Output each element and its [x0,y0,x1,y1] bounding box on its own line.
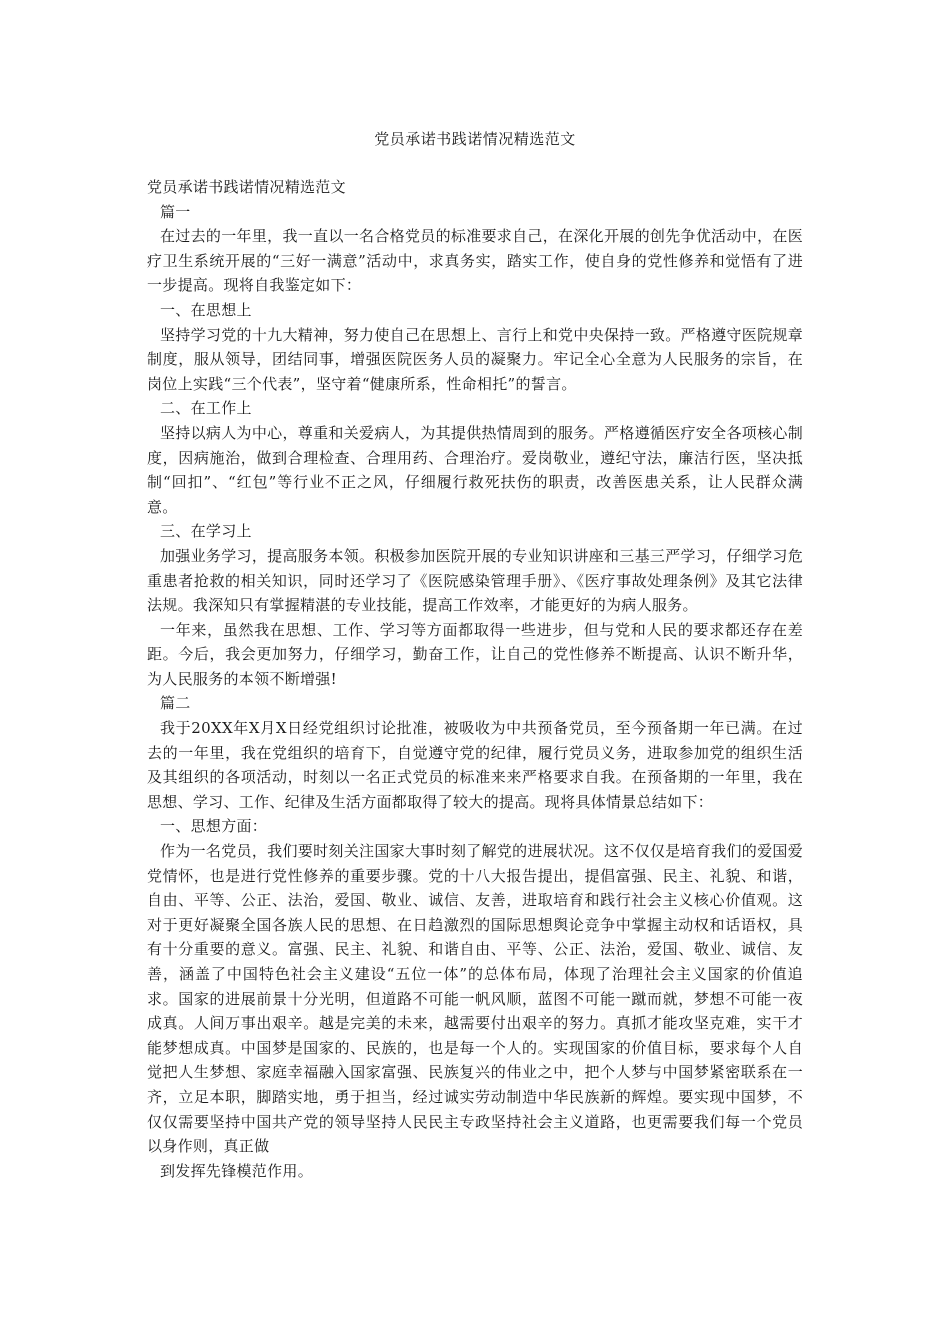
part-label: 篇一 [160,202,191,221]
paragraph: 坚持以病人为中心，尊重和关爱病人，为其提供热情周到的服务。严格遵循医疗安全各项核心制度，因病施治，做到合理检查、合理用药、合理治疗。爱岗敬业，遵纪守法，廉洁行医，坚决抵制“回扣”、“红包”等行业不正之风，仔细履行救死扶伤的职责，改善医患关系，让人民群众满意。 [147,423,803,516]
paragraph: 坚持学习党的十九大精神，努力使自己在思想上、言行上和党中央保持一致。严格遵守医院规章制度，服从领导，团结同事，增强医院医务人员的凝聚力。牢记全心全意为人民服务的宗旨，在岗位上实践“三个代表”，坚守着“健康所系，性命相托”的誓言。 [147,325,803,393]
paragraph: 在过去的一年里，我一直以一名合格党员的标准要求自己，在深化开展的创先争优活动中，在医疗卫生系统开展的“三好一满意”活动中，求真务实，踏实工作，使自身的党性修养和觉悟有了进一步提高。现将自我鉴定如下： [147,227,803,295]
paragraph: 加强业务学习，提高服务本领。积极参加医院开展的专业知识讲座和三基三严学习，仔细学习危重患者抢救的相关知识，同时还学习了《医院感染管理手册》、《医疗事故处理条例》及其它法律法规。我深知只有掌握精湛的专业技能，提高工作效率，才能更好的为病人服务。 [147,546,803,615]
body-heading: 党员承诺书践诺情况精选范文 [147,178,346,196]
paragraph: 我于20XX年X月X日经党组织讨论批准，被吸收为中共预备党员，至今预备期一年已满。在过去的一年里，我在党组织的培育下，自觉遵守党的纪律，履行党员义务，进取参加党的组织生活及其组织的各项活动，时刻以一名正式党员的标准来来严格要求自我。在预备期的一年里，我在思想、学习、工作、纪律及生活方面都取得了较大的提高。现将具体情景总结如下： [147,719,803,811]
document-body [147,175,803,1183]
part-label: 篇二 [160,694,191,713]
section-title: 一、思想方面： [160,817,268,836]
paragraph: 到发挥先锋模范作用。 [160,1161,314,1180]
section-title: 二、在工作上 [160,399,252,418]
section-title: 三、在学习上 [160,522,252,541]
paragraph: 作为一名党员，我们要时刻关注国家大事时刻了解党的进展状况。这不仅仅是培育我们的爱国爱党情怀，也是进行党性修养的重要步骤。党的十八大报告提出，提倡富强、民主、礼貌、和谐，自由、平等、公正、法治，爱国、敬业、诚信、友善，进取培育和践行社会主义核心价值观。这对于更好凝聚全国各族人民的思想、在日趋激烈的国际思想舆论竞争中掌握主动权和话语权，具有十分重要的意义。富强、民主、礼貌、和谐自由、平等、公正、法治，爱国、敬业、诚信、友善，涵盖了中国特色社会主义建设“五位一体”的总体布局，体现了治理社会主义国家的价值追求。国家的进展前景十分光明，但道路不可能一帆风顺，蓝图不可能一蹴而就，梦想不可能一夜成真。人间万事出艰辛。越是完美的未来，越需要付出艰辛的努力。真抓才能攻坚克难，实干才能梦想成真。中国梦是国家的、民族的，也是每一个人的。实现国家的价值目标，要求每个人自觉把人生梦想、家庭幸福融入国家富强、民族复兴的伟业之中，把个人梦与中国梦紧密联系在一齐，立足本职，脚踏实地，勇于担当，经过诚实劳动制造中华民族新的辉煌。要实现中国梦，不仅仅需要坚持中国共产党的领导坚持人民民主专政坚持社会主义道路，也更需要我们每一个党员以身作则，真正做 [147,842,803,1156]
document-title: 党员承诺书践诺情况精选范文 [374,130,576,148]
paragraph: 一年来，虽然我在思想、工作、学习等方面都取得一些进步，但与党和人民的要求都还存在差距。今后，我会更加努力，仔细学习，勤奋工作，让自己的党性修养不断提高、认识不断升华，为人民服务的本领不断增强! [147,620,803,688]
section-title: 一、在思想上 [160,300,252,319]
